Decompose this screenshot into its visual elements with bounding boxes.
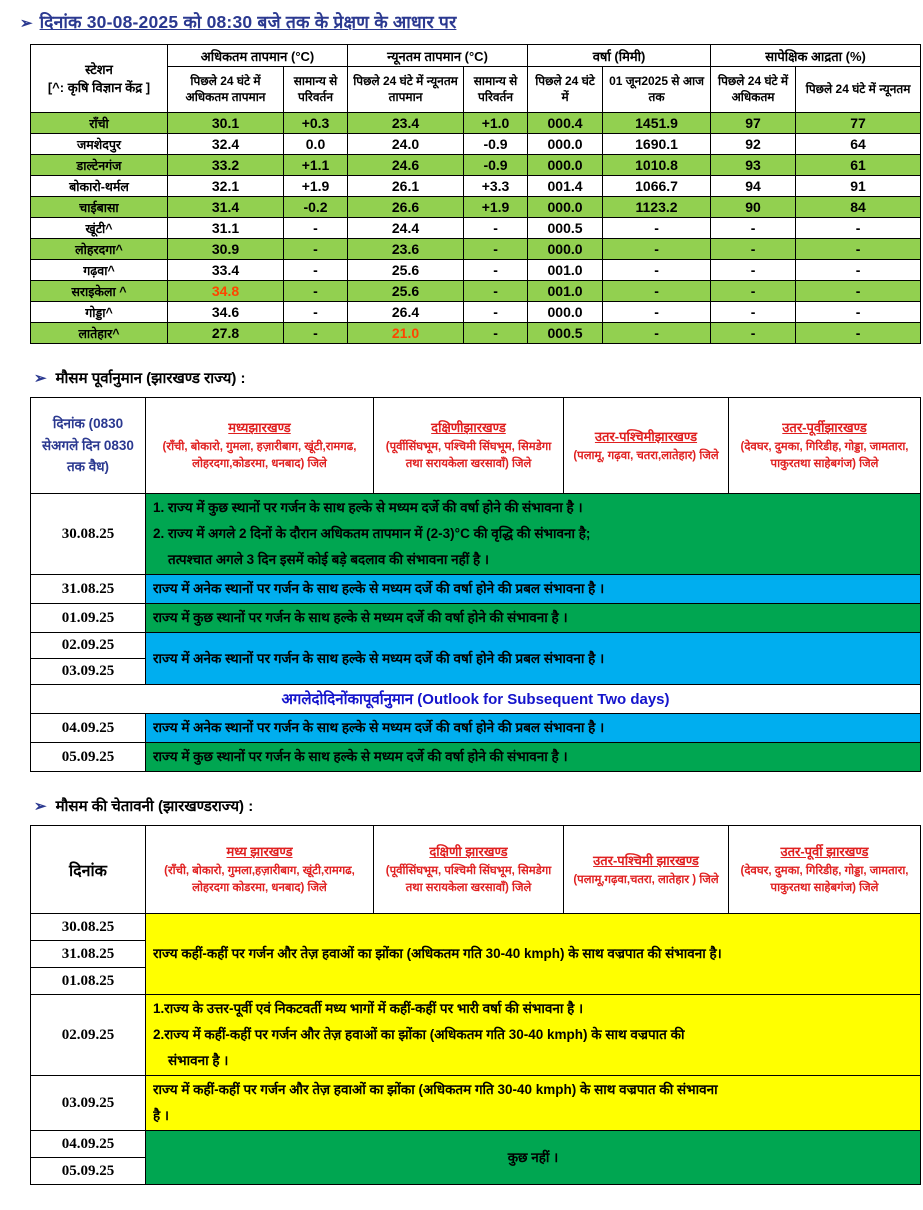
arrow-bullet-icon: ➢ (34, 370, 47, 387)
region-name: उतर-पूर्वी झारखण्ड (780, 844, 869, 860)
observation-value: 25.6 (348, 260, 464, 281)
observation-row (31, 218, 921, 239)
observation-value: 90 (711, 197, 796, 218)
rain-cumulative-header: 01 जून2025 से आज तक (603, 67, 711, 113)
observation-table (30, 44, 921, 344)
observation-value: 34.8 (168, 281, 284, 302)
observation-value: 23.4 (348, 113, 464, 134)
observation-value: - (464, 218, 528, 239)
warning-row (31, 1131, 921, 1158)
observation-value: - (603, 302, 711, 323)
observation-value: 1123.2 (603, 197, 711, 218)
date-cell: 02.09.25 (31, 995, 146, 1076)
forecast-row (31, 714, 921, 743)
observation-value: 000.5 (528, 218, 603, 239)
region-name: उतर-पश्चिमीझारखण्ड (594, 428, 698, 444)
arrow-bullet-icon: ➢ (34, 798, 47, 815)
observation-value: 93 (711, 155, 796, 176)
region-districts: (राँची, बोकारो, गुमला, हज़ारीबाग, खूंटी,रामगढ, लोहरदगा,कोडरमा, धनबाद) जिले (162, 441, 357, 470)
observation-value: - (464, 260, 528, 281)
observation-value: - (711, 260, 796, 281)
region-name: दक्षिणीझारखण्ड (431, 420, 506, 436)
region-name: मध्य झारखण्ड (226, 844, 293, 860)
station-header-line1: स्टेशन (85, 61, 113, 77)
observation-row (31, 239, 921, 260)
observation-value: 24.4 (348, 218, 464, 239)
observation-value: 32.4 (168, 134, 284, 155)
date-cell: 31.08.25 (31, 575, 146, 604)
observation-row (31, 197, 921, 218)
observation-value: 000.0 (528, 302, 603, 323)
observation-row (31, 113, 921, 134)
observation-row (31, 134, 921, 155)
station-name: डाल्टेनगंज (31, 155, 168, 176)
observation-value: - (796, 281, 921, 302)
region-header-northwest (564, 826, 729, 914)
observation-value: - (603, 260, 711, 281)
observation-value: 000.4 (528, 113, 603, 134)
station-name: गोड्डा^ (31, 302, 168, 323)
region-districts: (राँची, बोकारो, गुमला,हज़ारीबाग, खूंटी,रामगढ, लोहरदगा कोडरमा, धनबाद) जिले (164, 865, 355, 894)
observation-value: +1.9 (464, 197, 528, 218)
forecast-tbody (31, 494, 921, 772)
observation-row (31, 281, 921, 302)
station-name: गढ़वा^ (31, 260, 168, 281)
observation-value: 94 (711, 176, 796, 197)
observation-value: 0.0 (284, 134, 348, 155)
region-name: दक्षिणी झारखण्ड (429, 844, 508, 860)
observation-value: - (603, 323, 711, 344)
observation-row (31, 155, 921, 176)
observation-value: 33.2 (168, 155, 284, 176)
station-name: चाईबासा (31, 197, 168, 218)
observation-value: 33.4 (168, 260, 284, 281)
observation-value: - (284, 323, 348, 344)
rain-group-header: वर्षा (मिमी) (528, 45, 711, 67)
observation-value: - (603, 239, 711, 260)
observation-value: - (284, 281, 348, 302)
observation-value: - (711, 218, 796, 239)
observation-value: 25.6 (348, 281, 464, 302)
observation-value: - (603, 281, 711, 302)
observation-value: 31.1 (168, 218, 284, 239)
observation-value: 000.0 (528, 197, 603, 218)
warning-section-title (34, 796, 923, 816)
warning-row (31, 995, 921, 1076)
observation-value: +1.9 (284, 176, 348, 197)
min-temp-24h-header: पिछले 24 घंटे में न्यूनतम तापमान (348, 67, 464, 113)
observation-value: 30.1 (168, 113, 284, 134)
forecast-section-title-text: मौसम पूर्वानुमान (झारखण्ड राज्य) : (55, 370, 246, 387)
observation-value: +0.3 (284, 113, 348, 134)
forecast-row-text: राज्य में अनेक स्थानों पर गर्जन के साथ हल्के से मध्यम दर्जे की वर्षा होने की प्रबल संभावना है । (146, 575, 921, 604)
observation-row (31, 302, 921, 323)
observation-value: 97 (711, 113, 796, 134)
observation-value: - (711, 239, 796, 260)
observation-value: 32.1 (168, 176, 284, 197)
date-cell: 02.09.25 (31, 633, 146, 659)
observation-value: -0.9 (464, 134, 528, 155)
station-name: लातेहार^ (31, 323, 168, 344)
observation-value: -0.2 (284, 197, 348, 218)
warning-row-text: राज्य कहीं-कहीं पर गर्जन और तेज़ हवाओं का झोंका (अधिकतम गति 30-40 kmph) के साथ वज्रपात की संभावना है। (146, 914, 921, 995)
station-name: बोकारो-थर्मल (31, 176, 168, 197)
warning-row (31, 914, 921, 941)
arrow-bullet-icon: ➢ (20, 15, 33, 32)
observation-value: 24.0 (348, 134, 464, 155)
station-name: खूंटी^ (31, 218, 168, 239)
outlook-row (31, 685, 921, 714)
region-districts: (देवघर, दुमका, गिरिडीह, गोड्डा, जामतारा, पाकुरतथा साहेबगंज) जिले (740, 441, 909, 470)
rain-24h-header: पिछले 24 घंटे में (528, 67, 603, 113)
observation-value: - (711, 323, 796, 344)
observation-value: 1010.8 (603, 155, 711, 176)
observation-value: 61 (796, 155, 921, 176)
warning-table (30, 825, 921, 1185)
observation-value: -0.9 (464, 155, 528, 176)
weather-bulletin-page (0, 10, 923, 1210)
date-cell: 04.09.25 (31, 714, 146, 743)
outlook-label: अगलेदोदिनोंकापूर्वानुमान (Outlook for Subsequent Two days) (31, 685, 921, 714)
observation-value: - (796, 302, 921, 323)
region-name: उतर-पूर्वीझारखण्ड (782, 420, 867, 436)
observation-value: 000.0 (528, 239, 603, 260)
date-cell: 30.08.25 (31, 914, 146, 941)
region-header-northeast (729, 826, 921, 914)
page-title-text: दिनांक 30-08-2025 को 08:30 बजे तक के प्रेक्षण के आधार पर (39, 12, 457, 32)
date-cell: 01.08.25 (31, 968, 146, 995)
observation-value: 84 (796, 197, 921, 218)
region-districts: (पूर्वीसिंघभूम, पश्चिमी सिंघभूम, सिमडेगा तथा सरायकेला खरसावाँ) जिले (385, 865, 552, 894)
date-cell: 03.09.25 (31, 659, 146, 685)
observation-value: 1451.9 (603, 113, 711, 134)
date-cell: 31.08.25 (31, 941, 146, 968)
forecast-row-text: राज्य में कुछ स्थानों पर गर्जन के साथ हल्के से मध्यम दर्जे की वर्षा होने की संभावना है । (146, 604, 921, 633)
max-temp-change-header: सामान्य से परिवर्तन (284, 67, 348, 113)
warning-tbody (31, 914, 921, 1185)
forecast-row (31, 633, 921, 659)
observation-row (31, 176, 921, 197)
observation-value: 000.5 (528, 323, 603, 344)
observation-value: 64 (796, 134, 921, 155)
region-districts: (पलामू,गढ़वा,चतरा, लातेहार ) जिले (573, 873, 719, 886)
observation-value: +1.1 (284, 155, 348, 176)
observation-row (31, 260, 921, 281)
station-name: जमशेदपुर (31, 134, 168, 155)
observation-value: +1.0 (464, 113, 528, 134)
observation-value: - (796, 239, 921, 260)
station-name: सराइकेला ^ (31, 281, 168, 302)
forecast-date-column-header: दिनांक (0830 सेअगले दिन 0830 तक वैध) (31, 398, 146, 494)
observation-value: 000.0 (528, 155, 603, 176)
observation-value: 001.4 (528, 176, 603, 197)
observation-value: 001.0 (528, 281, 603, 302)
observation-value: 34.6 (168, 302, 284, 323)
observation-value: - (711, 302, 796, 323)
station-header-line2: [^: कृषि विज्ञान केंद्र ] (47, 79, 151, 95)
date-cell: 03.09.25 (31, 1076, 146, 1131)
observation-value: 1066.7 (603, 176, 711, 197)
region-header-south (374, 398, 564, 494)
warning-row-text: कुछ नहीं । (146, 1131, 921, 1185)
observation-value: 31.4 (168, 197, 284, 218)
humidity-max-header: पिछले 24 घंटे में अधिकतम (711, 67, 796, 113)
warning-date-column-header: दिनांक (31, 826, 146, 914)
forecast-row (31, 604, 921, 633)
page-title (20, 10, 923, 34)
max-temp-24h-header: पिछले 24 घंटे में अधिकतम तापमान (168, 67, 284, 113)
station-column-header (31, 45, 168, 113)
region-header-central (146, 826, 374, 914)
observation-value: 91 (796, 176, 921, 197)
observation-value: - (711, 281, 796, 302)
region-header-northwest (564, 398, 729, 494)
warning-row-text: राज्य में कहीं-कहीं पर गर्जन और तेज़ हवाओं का झोंका (अधिकतम गति 30-40 kmph) के साथ वज्रपात की संभावना है । (146, 1076, 921, 1131)
observation-value: - (284, 218, 348, 239)
observation-value: - (796, 323, 921, 344)
warning-row-text: 1.राज्य के उत्तर-पूर्वी एवं निकटवर्ती मध्य भागों में कहीं-कहीं पर भारी वर्षा की संभावना है । 2.राज्य में कहीं-कहीं पर गर्जन और तेज़ हवाओं का झोंका (अधिकतम गति 30-40 kmph) के साथ वज्रपात की संभावना है । (146, 995, 921, 1076)
region-name: उतर-पश्चिमी झारखण्ड (593, 852, 699, 868)
observation-value: - (464, 239, 528, 260)
region-header-northeast (729, 398, 921, 494)
observation-value: 92 (711, 134, 796, 155)
humidity-min-header: पिछले 24 घंटे में न्यूनतम (796, 67, 921, 113)
forecast-row (31, 743, 921, 772)
warning-section-title-text: मौसम की चेतावनी (झारखण्डराज्य) : (55, 798, 254, 815)
date-cell: 05.09.25 (31, 1158, 146, 1185)
forecast-row-text: राज्य में अनेक स्थानों पर गर्जन के साथ हल्के से मध्यम दर्जे की वर्षा होने की प्रबल संभावना है । (146, 714, 921, 743)
forecast-row-text: 1. राज्य में कुछ स्थानों पर गर्जन के साथ हल्के से मध्यम दर्जे की वर्षा होने की संभावना है । 2. राज्य में अगले 2 दिनों के दौरान अधिकतम तापमान में (2-3)°C की वृद्धि की संभावना है; तत्पश्चात अगले 3 दिन इसमें कोई बड़े बदलाव की संभावना नहीं है । (146, 494, 921, 575)
observation-value: 26.6 (348, 197, 464, 218)
warning-row (31, 1076, 921, 1131)
observation-value: - (464, 323, 528, 344)
date-cell: 01.09.25 (31, 604, 146, 633)
observation-value: 26.1 (348, 176, 464, 197)
region-header-south (374, 826, 564, 914)
observation-row (31, 323, 921, 344)
forecast-row (31, 575, 921, 604)
observation-value: 27.8 (168, 323, 284, 344)
station-name: राँची (31, 113, 168, 134)
forecast-section-title (34, 368, 923, 388)
observation-value: - (796, 218, 921, 239)
date-cell: 05.09.25 (31, 743, 146, 772)
max-temp-group-header: अधिकतम तापमान (°C) (168, 45, 348, 67)
observation-value: - (284, 302, 348, 323)
observation-value: 1690.1 (603, 134, 711, 155)
station-name: लोहरदगा^ (31, 239, 168, 260)
observation-value: 000.0 (528, 134, 603, 155)
date-cell: 30.08.25 (31, 494, 146, 575)
forecast-row (31, 494, 921, 575)
region-name: मध्यझारखण्ड (228, 420, 291, 436)
observation-value: - (284, 239, 348, 260)
observation-value: - (464, 302, 528, 323)
min-temp-change-header: सामान्य से परिवर्तन (464, 67, 528, 113)
observation-value: - (284, 260, 348, 281)
humidity-group-header: सापेक्षिक आद्रता (%) (711, 45, 921, 67)
date-cell: 04.09.25 (31, 1131, 146, 1158)
region-districts: (पूर्वीसिंघभूम, पश्चिमी सिंघभूम, सिमडेगा तथा सरायकेला खरसावाँ) जिले (385, 441, 552, 470)
observation-tbody (31, 113, 921, 344)
forecast-table (30, 397, 921, 772)
observation-value: - (603, 218, 711, 239)
observation-value: 21.0 (348, 323, 464, 344)
forecast-row-text: राज्य में अनेक स्थानों पर गर्जन के साथ हल्के से मध्यम दर्जे की वर्षा होने की प्रबल संभावना है । (146, 633, 921, 685)
observation-value: - (796, 260, 921, 281)
forecast-row-text: राज्य में कुछ स्थानों पर गर्जन के साथ हल्के से मध्यम दर्जे की वर्षा होने की संभावना है । (146, 743, 921, 772)
min-temp-group-header: न्यूनतम तापमान (°C) (348, 45, 528, 67)
observation-value: 77 (796, 113, 921, 134)
observation-value: 30.9 (168, 239, 284, 260)
region-districts: (पलामू, गढ़वा, चतरा,लातेहार) जिले (573, 449, 719, 462)
observation-value: 26.4 (348, 302, 464, 323)
region-districts: (देवघर, दुमका, गिरिडीह, गोड्डा, जामतारा, पाकुरतथा साहेबगंज) जिले (740, 865, 909, 894)
region-header-central (146, 398, 374, 494)
observation-value: +3.3 (464, 176, 528, 197)
observation-value: 24.6 (348, 155, 464, 176)
observation-value: 23.6 (348, 239, 464, 260)
observation-value: 001.0 (528, 260, 603, 281)
observation-value: - (464, 281, 528, 302)
